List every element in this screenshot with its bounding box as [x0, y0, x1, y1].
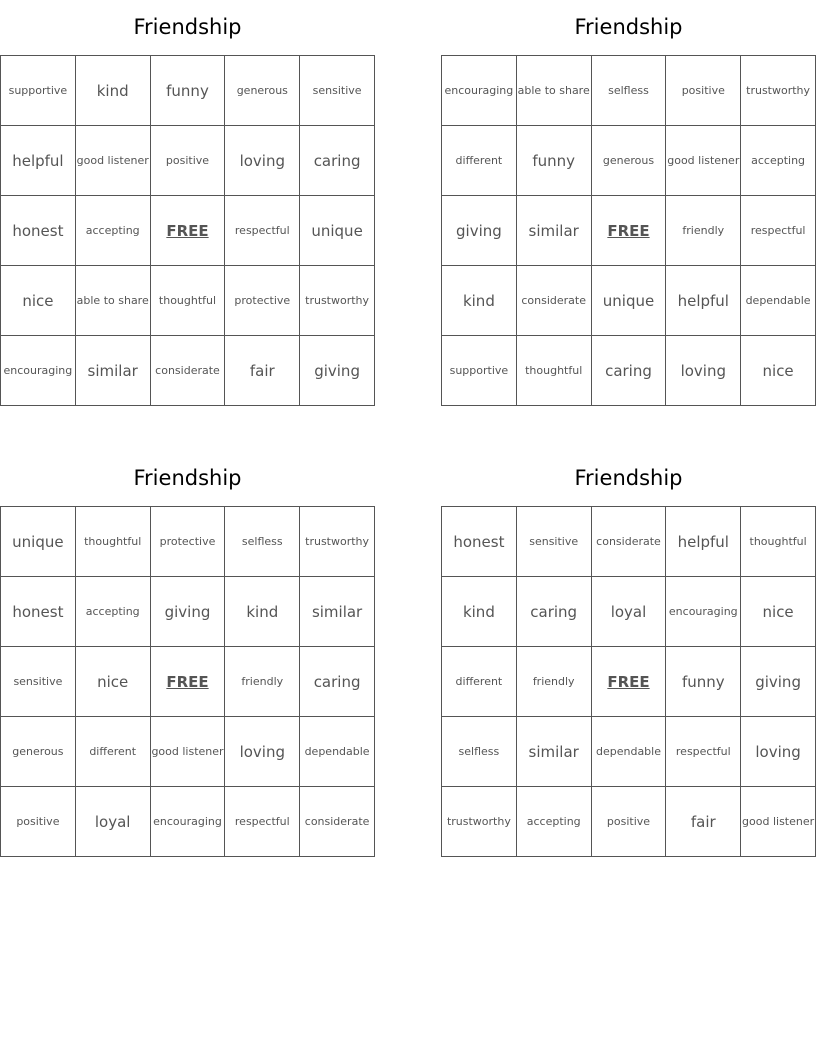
bingo-cell: nice [741, 577, 816, 647]
grid-row [1, 717, 375, 787]
grid-row [442, 577, 816, 647]
grid-row [1, 577, 375, 647]
bingo-cell: loyal [591, 577, 666, 647]
card-title: Friendship [133, 466, 242, 490]
bingo-grid [441, 506, 816, 857]
bingo-cell: accepting [75, 577, 150, 647]
bingo-cell: caring [516, 577, 591, 647]
grid-row [442, 196, 816, 266]
bingo-cell: different [442, 126, 517, 196]
bingo-cell: caring [300, 126, 375, 196]
bingo-cell: kind [442, 577, 517, 647]
bingo-cell: funny [666, 647, 741, 717]
bingo-cell: considerate [300, 787, 375, 857]
bingo-cell: giving [442, 196, 517, 266]
bingo-cell: fair [225, 336, 300, 406]
bingo-cell: accepting [75, 196, 150, 266]
bingo-cell: protective [225, 266, 300, 336]
free-space-cell: FREE [150, 196, 225, 266]
bingo-cell: kind [225, 577, 300, 647]
bingo-cell: dependable [300, 717, 375, 787]
grid-row [442, 336, 816, 406]
bingo-card-4 [441, 451, 816, 857]
bingo-cell: sensitive [516, 507, 591, 577]
bingo-cell: dependable [591, 717, 666, 787]
bingo-cell: unique [1, 507, 76, 577]
bingo-cell: nice [75, 647, 150, 717]
bingo-cell: able to share [75, 266, 150, 336]
bingo-cell: good listener [741, 787, 816, 857]
bingo-cell: friendly [516, 647, 591, 717]
bingo-cell: generous [225, 56, 300, 126]
grid-row [442, 266, 816, 336]
bingo-grid [0, 506, 375, 857]
bingo-cell: similar [516, 196, 591, 266]
bingo-cell: similar [75, 336, 150, 406]
bingo-card-3 [0, 451, 375, 857]
bingo-cell: honest [1, 196, 76, 266]
bingo-cell: respectful [225, 787, 300, 857]
grid-row [442, 56, 816, 126]
bingo-cell: good listener [666, 126, 741, 196]
bingo-cell: considerate [516, 266, 591, 336]
bingo-cell: accepting [516, 787, 591, 857]
bingo-cell: trustworthy [442, 787, 517, 857]
bingo-cell: kind [75, 56, 150, 126]
bingo-cell: caring [591, 336, 666, 406]
bingo-cell: supportive [442, 336, 517, 406]
grid-row [1, 266, 375, 336]
bingo-cell: generous [1, 717, 76, 787]
bingo-cell: nice [741, 336, 816, 406]
bingo-cell: loving [741, 717, 816, 787]
bingo-cell: accepting [741, 126, 816, 196]
bingo-cell: protective [150, 507, 225, 577]
grid-row [442, 717, 816, 787]
grid-row [1, 647, 375, 717]
bingo-cell: friendly [666, 196, 741, 266]
bingo-cell: good listener [150, 717, 225, 787]
free-space-cell: FREE [150, 647, 225, 717]
bingo-cell: trustworthy [300, 266, 375, 336]
bingo-cell: fair [666, 787, 741, 857]
bingo-cell: considerate [150, 336, 225, 406]
grid-row [442, 126, 816, 196]
bingo-cell: funny [516, 126, 591, 196]
bingo-cell: honest [1, 577, 76, 647]
bingo-cell: different [75, 717, 150, 787]
bingo-cell: encouraging [1, 336, 76, 406]
bingo-cell: encouraging [150, 787, 225, 857]
grid-row [1, 126, 375, 196]
bingo-cell: good listener [75, 126, 150, 196]
bingo-cell: selfless [591, 56, 666, 126]
card-title: Friendship [133, 15, 242, 39]
bingo-cell: friendly [225, 647, 300, 717]
bingo-cell: encouraging [442, 56, 517, 126]
grid-row [1, 507, 375, 577]
grid-row [1, 787, 375, 857]
bingo-card-2 [441, 0, 816, 406]
bingo-cell: positive [1, 787, 76, 857]
bingo-cell: helpful [1, 126, 76, 196]
card-title: Friendship [574, 15, 683, 39]
bingo-cell: trustworthy [741, 56, 816, 126]
bingo-cell: generous [591, 126, 666, 196]
bingo-cell: supportive [1, 56, 76, 126]
bingo-grid [441, 55, 816, 406]
bingo-cell: respectful [666, 717, 741, 787]
free-space-cell: FREE [591, 647, 666, 717]
bingo-cell: similar [516, 717, 591, 787]
grid-row [442, 787, 816, 857]
grid-row [1, 336, 375, 406]
grid-row [1, 196, 375, 266]
bingo-cell: similar [300, 577, 375, 647]
bingo-cell: giving [741, 647, 816, 717]
bingo-cell: respectful [225, 196, 300, 266]
bingo-cell: thoughtful [516, 336, 591, 406]
bingo-cell: giving [300, 336, 375, 406]
bingo-cell: giving [150, 577, 225, 647]
grid-row [442, 647, 816, 717]
bingo-cell: able to share [516, 56, 591, 126]
bingo-cell: loving [666, 336, 741, 406]
bingo-cell: unique [591, 266, 666, 336]
bingo-cell: funny [150, 56, 225, 126]
bingo-cell: different [442, 647, 517, 717]
bingo-cell: thoughtful [75, 507, 150, 577]
bingo-cell: selfless [442, 717, 517, 787]
bingo-cell: respectful [741, 196, 816, 266]
bingo-cell: thoughtful [741, 507, 816, 577]
bingo-cell: helpful [666, 266, 741, 336]
bingo-cell: positive [150, 126, 225, 196]
grid-row [442, 507, 816, 577]
bingo-cell: loyal [75, 787, 150, 857]
bingo-cell: loving [225, 717, 300, 787]
bingo-cell: nice [1, 266, 76, 336]
bingo-cell: unique [300, 196, 375, 266]
bingo-cell: sensitive [300, 56, 375, 126]
bingo-cell: positive [666, 56, 741, 126]
bingo-card-1 [0, 0, 375, 406]
bingo-cell: loving [225, 126, 300, 196]
bingo-cell: honest [442, 507, 517, 577]
bingo-cell: kind [442, 266, 517, 336]
bingo-cell: caring [300, 647, 375, 717]
bingo-cell: sensitive [1, 647, 76, 717]
bingo-cell: considerate [591, 507, 666, 577]
card-title: Friendship [574, 466, 683, 490]
free-space-cell: FREE [591, 196, 666, 266]
bingo-cell: helpful [666, 507, 741, 577]
bingo-cell: dependable [741, 266, 816, 336]
bingo-cell: thoughtful [150, 266, 225, 336]
bingo-cell: selfless [225, 507, 300, 577]
bingo-cell: trustworthy [300, 507, 375, 577]
bingo-cell: encouraging [666, 577, 741, 647]
bingo-grid [0, 55, 375, 406]
bingo-cell: positive [591, 787, 666, 857]
grid-row [1, 56, 375, 126]
